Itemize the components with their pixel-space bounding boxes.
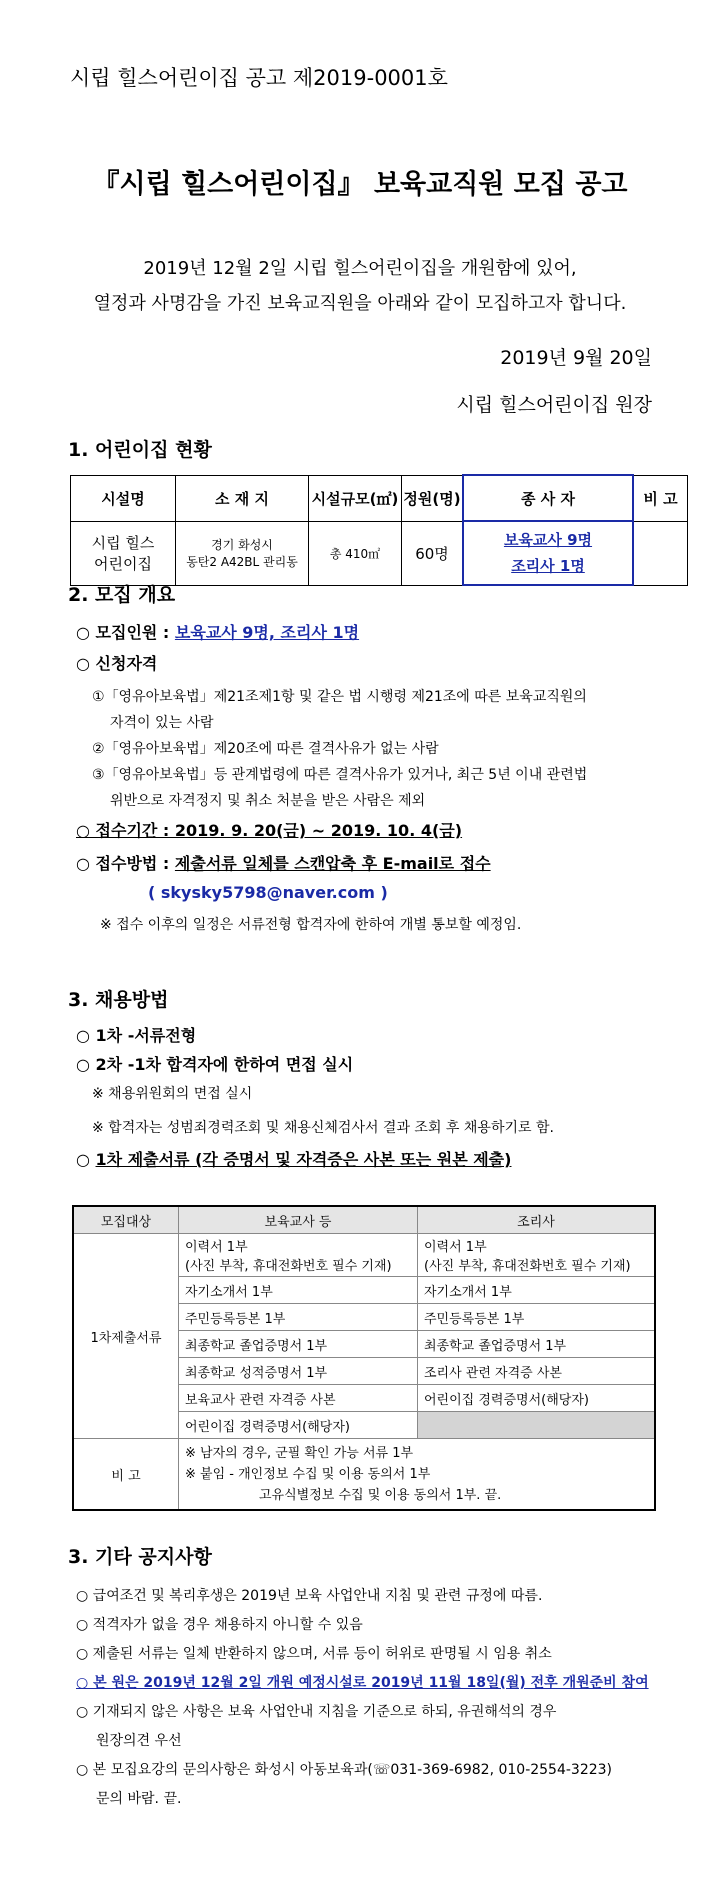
facility-table xyxy=(70,474,688,586)
application-period: ○ 접수기간 : 2019. 9. 20(금) ~ 2019. 10. 4(금) xyxy=(76,821,463,840)
doc-cook-empty xyxy=(418,1412,656,1439)
signer: 시립 힐스어린이집 원장 xyxy=(456,394,652,416)
th-location: 소 재 지 xyxy=(176,475,309,521)
doc-teacher: 주민등록등본 1부 xyxy=(179,1304,418,1331)
notice-item-cont: 문의 바람. 끝. xyxy=(96,1791,182,1807)
qualification-item: ②「영유아보육법」제20조에 따른 결격사유가 없는 사람 xyxy=(92,741,439,757)
th-cook: 조리사 xyxy=(418,1206,656,1234)
page-title: 『시립 힐스어린이집』 보육교직원 모집 공고 xyxy=(92,169,628,200)
doc-cook: 최종학교 졸업증명서 1부 xyxy=(418,1331,656,1358)
step-2: ○ 2차 -1차 합격자에 한하여 면접 실시 xyxy=(76,1055,354,1074)
th-name: 시설명 xyxy=(71,475,176,521)
intro-line-2: 열정과 사명감을 가진 보육교직원을 아래와 같이 모집하고자 합니다. xyxy=(93,293,627,314)
step-1: ○ 1차 -서류전형 xyxy=(76,1026,197,1045)
doc-teacher: 이력서 1부 (사진 부착, 휴대전화번호 필수 기재) xyxy=(179,1234,418,1277)
qualification-list xyxy=(92,684,587,814)
notice-highlight: ○ 본 원은 2019년 12월 2일 개원 예정시설로 2019년 11월 18일(월) 전후 개원준비 참여 xyxy=(76,1675,649,1691)
th-capacity: 정원(명) xyxy=(402,475,464,521)
th-teacher: 보육교사 등 xyxy=(179,1206,418,1234)
qualification-label: ○ 신청자격 xyxy=(76,654,158,673)
qualification-item-cont: 자격이 있는 사람 xyxy=(110,715,214,731)
hiring-note: ※ 합격자는 성범죄경력조회 및 채용신체검사서 결과 조회 후 채용하기로 함. xyxy=(92,1120,554,1136)
application-email[interactable]: ( skysky5798@naver.com ) xyxy=(148,883,388,902)
section-2-heading: 2. 모집 개요 xyxy=(68,584,176,606)
th-staff: 종 사 자 xyxy=(463,475,633,521)
facility-capacity: 60명 xyxy=(402,521,464,585)
facility-location: 경기 화성시 동탄2 A42BL 관리동 xyxy=(176,521,309,585)
doc-teacher: 어린이집 경력증명서(해당자) xyxy=(179,1412,418,1439)
facility-size: 총 410㎡ xyxy=(309,521,402,585)
remark-content: ※ 남자의 경우, 군필 확인 가능 서류 1부 ※ 붙임 - 개인정보 수집 및 이용 동의서 1부 고유식별정보 수집 및 이용 동의서 1부. 끝. xyxy=(179,1439,656,1511)
th-target: 모집대상 xyxy=(73,1206,179,1234)
facility-name: 시립 힐스 어린이집 xyxy=(71,521,176,585)
notice-item: ○ 기재되지 않은 사항은 보육 사업안내 지침을 기준으로 하되, 유권해석의 경우 xyxy=(76,1704,557,1720)
section-3-heading: 3. 채용방법 xyxy=(68,989,169,1011)
doc-cook: 주민등록등본 1부 xyxy=(418,1304,656,1331)
doc-teacher: 최종학교 성적증명서 1부 xyxy=(179,1358,418,1385)
qualification-item: ③「영유아보육법」등 관계법령에 따른 결격사유가 있거나, 최근 5년 이내 관련법 xyxy=(92,767,588,783)
intro-line-1: 2019년 12월 2일 시립 힐스어린이집을 개원함에 있어, xyxy=(143,258,577,279)
doc-cook: 자기소개서 1부 xyxy=(418,1277,656,1304)
documents-heading: ○ 1차 제출서류 (각 증명서 및 자격증은 사본 또는 원본 제출) xyxy=(76,1150,512,1169)
documents-table xyxy=(72,1205,656,1511)
doc-teacher: 자기소개서 1부 xyxy=(179,1277,418,1304)
recruit-count: ○ 모집인원 : 보육교사 9명, 조리사 1명 xyxy=(76,623,360,642)
doc-cook: 조리사 관련 자격증 사본 xyxy=(418,1358,656,1385)
notice-date: 2019년 9월 20일 xyxy=(500,347,652,369)
section-4-heading: 3. 기타 공지사항 xyxy=(68,1546,212,1568)
interview-note: ※ 채용위원회의 면접 실시 xyxy=(92,1086,253,1102)
notice-item-cont: 원장의견 우선 xyxy=(96,1733,182,1749)
notice-item: ○ 적격자가 없을 경우 채용하지 아니할 수 있음 xyxy=(76,1617,363,1633)
facility-note xyxy=(633,521,688,585)
th-size: 시설규모(㎡) xyxy=(309,475,402,521)
qualification-item-cont: 위반으로 자격정지 및 취소 처분을 받은 사람은 제외 xyxy=(110,793,426,809)
notice-item: ○ 제출된 서류는 일체 반환하지 않으며, 서류 등이 허위로 판명될 시 임용 취소 xyxy=(76,1646,552,1662)
qualification-item: ①「영유아보육법」제21조제1항 및 같은 법 시행령 제21조에 따른 보육교직원의 xyxy=(92,689,587,705)
facility-staff: 보육교사 9명 조리사 1명 xyxy=(463,521,633,585)
other-notices xyxy=(76,1582,649,1814)
notice-item: ○ 급여조건 및 복리후생은 2019년 보육 사업안내 지침 및 관련 규정에 따름. xyxy=(76,1588,543,1604)
notice-item: ○ 본 모집요강의 문의사항은 화성시 아동보육과(☏031-369-6982, 010-2554-3223) xyxy=(76,1762,613,1778)
doc-teacher: 보육교사 관련 자격증 사본 xyxy=(179,1385,418,1412)
remark-label: 비 고 xyxy=(73,1439,179,1511)
category-cell: 1차제출서류 xyxy=(73,1234,179,1439)
doc-cook: 이력서 1부 (사진 부착, 휴대전화번호 필수 기재) xyxy=(418,1234,656,1277)
schedule-note: ※ 접수 이후의 일정은 서류전형 합격자에 한하여 개별 통보할 예정임. xyxy=(100,917,522,933)
doc-teacher: 최종학교 졸업증명서 1부 xyxy=(179,1331,418,1358)
application-method: ○ 접수방법 : 제출서류 일체를 스캔압축 후 E-mail로 접수 xyxy=(76,854,491,873)
notice-number: 시립 힐스어린이집 공고 제2019-0001호 xyxy=(70,66,448,90)
section-1-heading: 1. 어린이집 현황 xyxy=(68,439,212,461)
th-note: 비 고 xyxy=(633,475,688,521)
doc-cook: 어린이집 경력증명서(해당자) xyxy=(418,1385,656,1412)
